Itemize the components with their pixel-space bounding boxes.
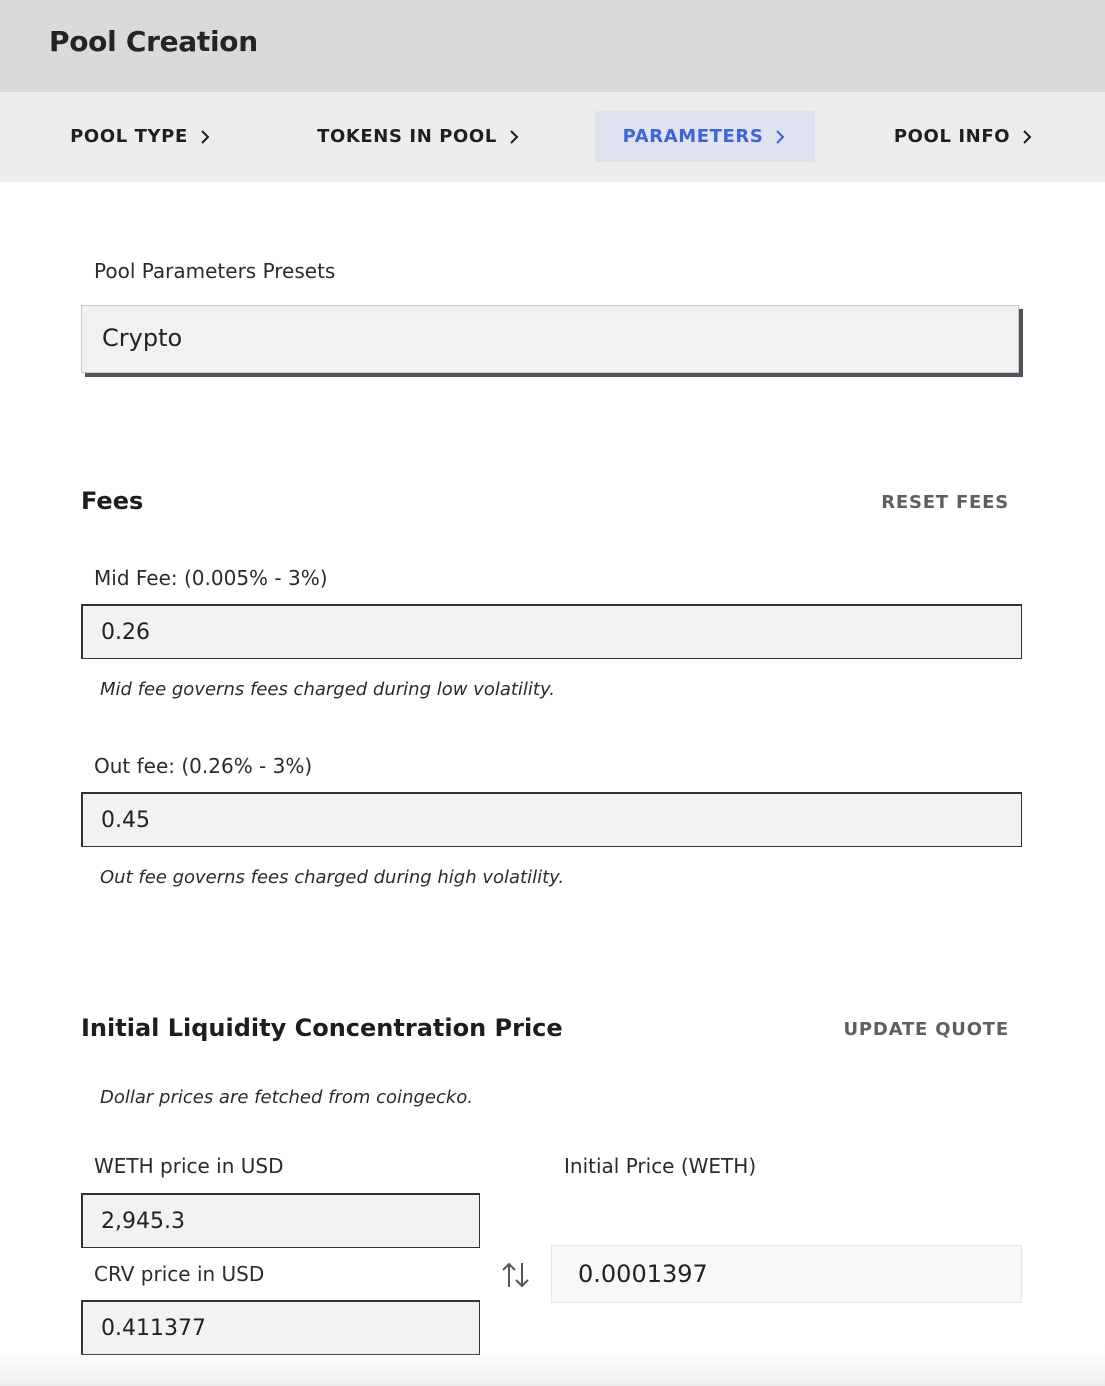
step-label: POOL TYPE [70, 126, 188, 147]
presets-select[interactable] [81, 305, 1019, 373]
fees-title: Fees [81, 487, 144, 515]
weth-price-input[interactable] [81, 1193, 480, 1248]
page-header [0, 0, 1105, 92]
initial-price-label: Initial Price (WETH) [564, 1154, 757, 1178]
step-label: TOKENS IN POOL [317, 126, 497, 147]
step-pool-type[interactable] [60, 111, 222, 162]
presets-selected-value: Crypto [102, 324, 183, 352]
page-title: Pool Creation [49, 25, 258, 58]
chevron-right-icon [198, 128, 212, 146]
out-fee-help: Out fee governs fees charged during high volatility. [100, 867, 565, 888]
step-label: PARAMETERS [622, 126, 764, 147]
initial-price-value: 0.0001397 [578, 1260, 708, 1288]
update-quote-button[interactable]: UPDATE QUOTE [843, 1019, 1009, 1040]
crv-price-input[interactable] [81, 1300, 480, 1355]
swap-arrows-icon[interactable] [500, 1260, 532, 1290]
chevron-right-icon [507, 128, 521, 146]
coingecko-note: Dollar prices are fetched from coingecko. [100, 1087, 474, 1108]
step-parameters[interactable] [595, 111, 815, 162]
mid-fee-value: 0.26 [101, 619, 150, 645]
mid-fee-input[interactable] [81, 604, 1022, 659]
crv-price-value: 0.411377 [101, 1315, 206, 1341]
price-section-title: Initial Liquidity Concentration Price [81, 1014, 563, 1042]
reset-fees-button[interactable]: RESET FEES [881, 492, 1009, 513]
weth-price-label: WETH price in USD [94, 1154, 284, 1178]
scroll-fade [0, 1350, 1105, 1386]
step-tokens-in-pool[interactable] [310, 111, 528, 162]
initial-price-readout [551, 1245, 1022, 1303]
step-pool-info[interactable] [886, 111, 1042, 162]
out-fee-input[interactable] [81, 792, 1022, 847]
step-navigation [0, 92, 1105, 182]
weth-price-value: 2,945.3 [101, 1208, 185, 1234]
chevron-right-icon [1020, 128, 1034, 146]
mid-fee-help: Mid fee governs fees charged during low volatility. [100, 679, 555, 700]
out-fee-label: Out fee: (0.26% - 3%) [94, 754, 313, 778]
out-fee-value: 0.45 [101, 807, 150, 833]
crv-price-label: CRV price in USD [94, 1262, 265, 1286]
presets-label: Pool Parameters Presets [94, 259, 336, 283]
step-label: POOL INFO [893, 126, 1011, 147]
mid-fee-label: Mid Fee: (0.005% - 3%) [94, 566, 328, 590]
chevron-right-icon [773, 128, 787, 146]
